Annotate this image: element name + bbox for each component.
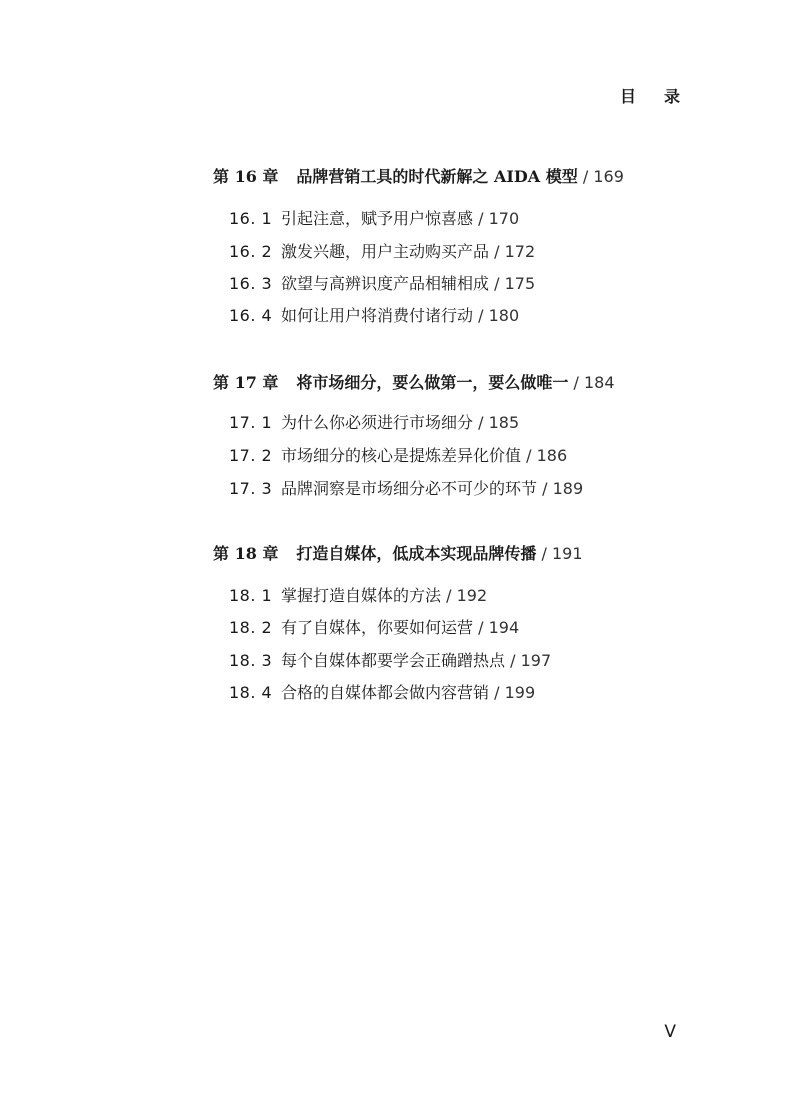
header-char-1: 目 [619, 87, 638, 106]
toc-chapter-16[interactable] [213, 166, 624, 188]
section-number: 18. 4 [229, 683, 273, 702]
toc-chapter-17[interactable] [213, 372, 615, 394]
toc-section-18-1[interactable] [229, 585, 487, 607]
chapter-title: 打造自媒体，低成本实现品牌传播 [296, 544, 537, 563]
section-title: 有了自媒体，你要如何运营 [281, 618, 474, 637]
section-title: 品牌洞察是市场细分必不可少的环节 [281, 479, 538, 498]
section-title: 欲望与高辨识度产品相辅相成 [281, 274, 490, 293]
toc-section-16-3[interactable] [229, 273, 535, 295]
toc-section-17-1[interactable] [229, 412, 519, 434]
section-number: 16. 2 [229, 242, 273, 261]
section-title: 激发兴趣，用户主动购买产品 [281, 242, 490, 261]
section-number: 18. 2 [229, 618, 273, 637]
page-folio: V [664, 1022, 676, 1042]
chapter-title: 将市场细分，要么做第一，要么做唯一 [296, 373, 569, 392]
section-number: 16. 4 [229, 306, 273, 325]
section-page: / 175 [489, 274, 536, 293]
section-title: 每个自媒体都要学会正确蹭热点 [281, 651, 506, 670]
chapter-page: / 184 [568, 373, 615, 392]
chapter-number: 第 17 章 [213, 373, 279, 392]
toc-section-17-3[interactable] [229, 478, 583, 500]
toc-section-16-2[interactable] [229, 241, 535, 263]
section-page: / 197 [505, 651, 552, 670]
running-header [620, 84, 682, 107]
section-page: / 192 [441, 586, 488, 605]
chapter-page: / 169 [577, 167, 624, 186]
section-title: 如何让用户将消费付诸行动 [281, 306, 474, 325]
section-number: 17. 2 [229, 446, 273, 465]
section-number: 17. 1 [229, 413, 273, 432]
section-page: / 186 [521, 446, 568, 465]
toc-section-18-4[interactable] [229, 682, 535, 704]
section-page: / 172 [489, 242, 536, 261]
toc-section-18-2[interactable] [229, 617, 519, 639]
section-page: / 170 [473, 209, 520, 228]
section-number: 16. 1 [229, 209, 273, 228]
toc-chapter-18[interactable] [213, 543, 583, 565]
chapter-title: 品牌营销工具的时代新解之 AIDA 模型 [296, 167, 578, 186]
section-title: 市场细分的核心是提炼差异化价值 [281, 446, 522, 465]
toc-section-16-1[interactable] [229, 208, 519, 230]
section-title: 为什么你必须进行市场细分 [281, 413, 474, 432]
section-number: 16. 3 [229, 274, 273, 293]
section-title: 掌握打造自媒体的方法 [281, 586, 442, 605]
chapter-page: / 191 [536, 544, 583, 563]
section-number: 18. 3 [229, 651, 273, 670]
chapter-number: 第 16 章 [213, 167, 279, 186]
section-page: / 194 [473, 618, 520, 637]
section-page: / 185 [473, 413, 520, 432]
section-title: 合格的自媒体都会做内容营销 [281, 683, 490, 702]
header-char-2: 录 [663, 87, 682, 106]
section-page: / 180 [473, 306, 520, 325]
section-title: 引起注意，赋予用户惊喜感 [281, 209, 474, 228]
toc-section-17-2[interactable] [229, 445, 567, 467]
toc-section-16-4[interactable] [229, 305, 519, 327]
section-page: / 199 [489, 683, 536, 702]
chapter-number: 第 18 章 [213, 544, 279, 563]
section-number: 17. 3 [229, 479, 273, 498]
section-page: / 189 [537, 479, 584, 498]
section-number: 18. 1 [229, 586, 273, 605]
toc-section-18-3[interactable] [229, 650, 551, 672]
